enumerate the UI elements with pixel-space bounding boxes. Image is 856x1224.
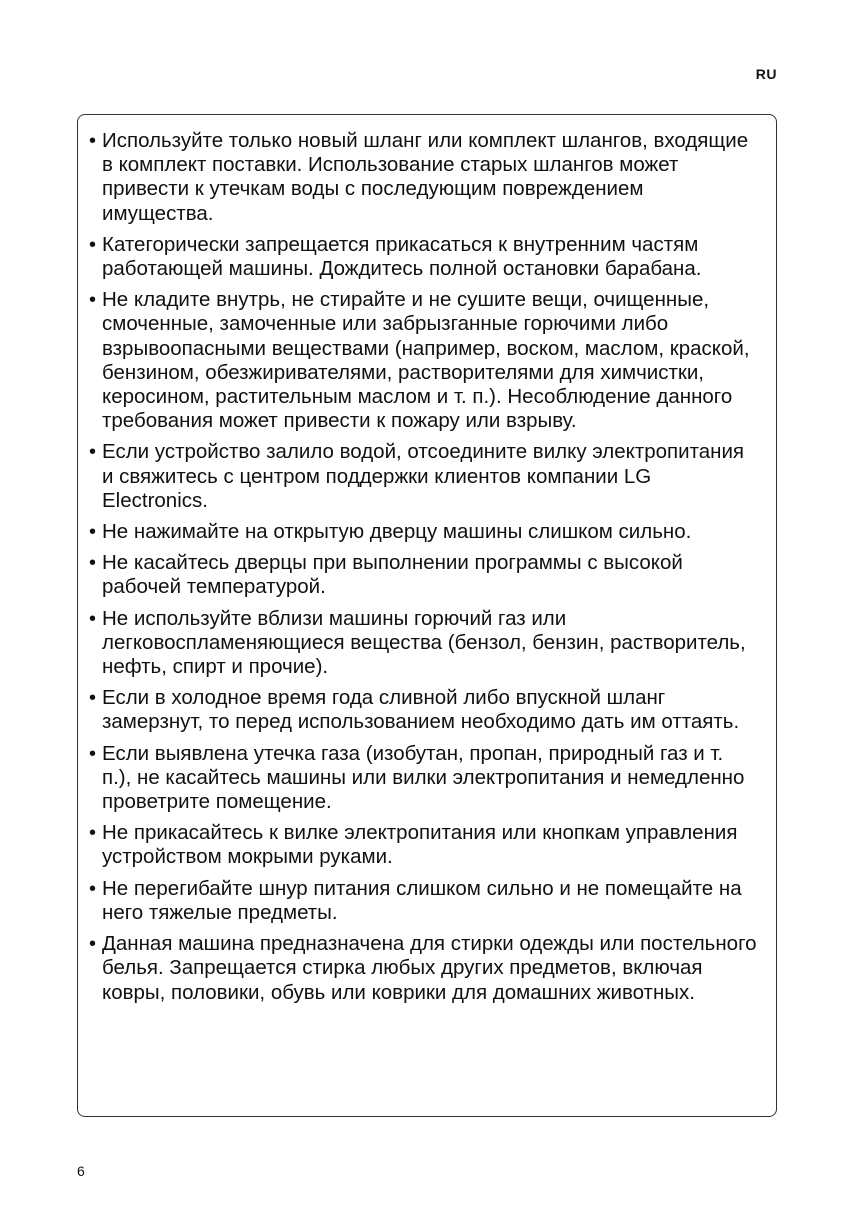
warning-item bbox=[88, 440, 758, 513]
warning-item bbox=[88, 129, 758, 226]
bullet-icon: • bbox=[89, 130, 97, 152]
bullet-icon: • bbox=[89, 441, 97, 464]
bullet-icon: • bbox=[89, 822, 97, 845]
warning-item bbox=[88, 932, 758, 1005]
bullet-icon: • bbox=[89, 521, 97, 544]
warning-text: Не прикасайтесь к вилке электропитания или кнопкам управления устройством мокрыми руками. bbox=[102, 821, 738, 869]
warning-item bbox=[88, 742, 758, 815]
bullet-icon: • bbox=[89, 742, 97, 765]
warning-item bbox=[88, 288, 758, 433]
warning-list bbox=[88, 129, 758, 1005]
bullet-icon: • bbox=[89, 552, 97, 575]
warning-text: Если устройство залило водой, отсоедините вилку электропитания и свяжитесь с центром поддержки клиентов компании LG Electronics. bbox=[102, 440, 745, 512]
page-number: 6 bbox=[77, 1163, 85, 1179]
bullet-icon: • bbox=[89, 877, 97, 900]
warning-text: Если выявлена утечка газа (изобутан, пропан, природный газ и т. п.), не касайтесь машины или вилки электропитания и немедленно проветрите помещение. bbox=[102, 741, 745, 814]
warning-text: Данная машина предназначена для стирки одежды или постельного белья. Запрещается стирка любых других предметов, включая ковры, половики, обувь или коврики для домашних животных. bbox=[102, 932, 757, 1004]
warning-item bbox=[88, 520, 758, 544]
warning-text: Не кладите внутрь, не стирайте и не сушите вещи, очищенные, смоченные, замоченные или забрызганные горючими либо взрывоопасными веществами (например, воском, маслом, краской, бензином, обезжиривателями, растворителями для химчистки, керосином, растительным маслом и т. п.). Несоблюдение данного требования может привести к пожару или взрыву. bbox=[102, 288, 750, 433]
bullet-icon: • bbox=[89, 233, 97, 256]
warning-item bbox=[88, 233, 758, 281]
warning-item bbox=[88, 877, 758, 925]
language-label: RU bbox=[755, 66, 777, 82]
warning-text: Не перегибайте шнур питания слишком сильно и не помещайте на него тяжелые предметы. bbox=[102, 876, 742, 924]
warning-item bbox=[88, 551, 758, 599]
warning-text: Не используйте вблизи машины горючий газ или легковоспламеняющиеся вещества (бензол, бензин, растворитель, нефть, спирт и прочие). bbox=[102, 606, 746, 679]
warning-item bbox=[88, 607, 758, 680]
warning-text: Не нажимайте на открытую дверцу машины слишком сильно. bbox=[102, 520, 692, 544]
warning-item bbox=[88, 821, 758, 869]
bullet-icon: • bbox=[89, 687, 97, 710]
bullet-icon: • bbox=[89, 607, 97, 630]
warning-text: Не касайтесь дверцы при выполнении программы с высокой рабочей температурой. bbox=[102, 551, 683, 599]
warning-text: Используйте только новый шланг или комплект шлангов, входящие в комплект поставки. Использование старых шлангов может привести к утечкам воды с последующим повреждением имущества. bbox=[102, 129, 749, 225]
bullet-icon: • bbox=[89, 289, 97, 312]
warning-text: Категорически запрещается прикасаться к внутренним частям работающей машины. Дождитесь полной остановки барабана. bbox=[102, 232, 702, 281]
bullet-icon: • bbox=[89, 933, 97, 956]
warning-item bbox=[88, 686, 758, 734]
warning-text: Если в холодное время года сливной либо впускной шланг замерзнут, то перед использованием необходимо дать им оттаять. bbox=[102, 686, 740, 734]
warning-box bbox=[77, 114, 777, 1117]
